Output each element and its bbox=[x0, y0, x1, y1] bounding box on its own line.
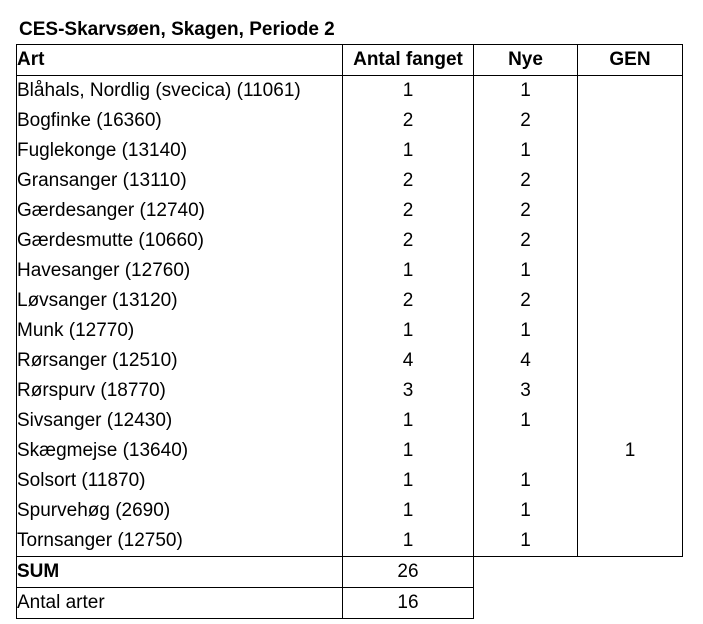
antal-fanget-cell: 1 bbox=[343, 406, 474, 436]
table-row bbox=[17, 286, 683, 316]
gen-cell bbox=[578, 316, 683, 346]
nye-cell bbox=[474, 436, 578, 466]
species-count-row bbox=[17, 588, 683, 619]
table-row bbox=[17, 466, 683, 496]
nye-cell: 2 bbox=[474, 196, 578, 226]
column-header-art: Art bbox=[17, 45, 343, 76]
table-row bbox=[17, 226, 683, 256]
species-cell: Blåhals, Nordlig (svecica) (11061) bbox=[17, 76, 343, 107]
gen-cell bbox=[578, 256, 683, 286]
gen-cell: 1 bbox=[578, 436, 683, 466]
table-row bbox=[17, 406, 683, 436]
table-row bbox=[17, 316, 683, 346]
antal-fanget-cell: 2 bbox=[343, 196, 474, 226]
column-header-gen: GEN bbox=[578, 45, 683, 76]
species-cell: Skægmejse (13640) bbox=[17, 436, 343, 466]
nye-cell: 1 bbox=[474, 256, 578, 286]
gen-cell bbox=[578, 196, 683, 226]
nye-cell: 2 bbox=[474, 286, 578, 316]
species-count-value: 16 bbox=[343, 588, 474, 619]
antal-fanget-cell: 4 bbox=[343, 346, 474, 376]
antal-fanget-cell: 2 bbox=[343, 166, 474, 196]
antal-fanget-cell: 1 bbox=[343, 466, 474, 496]
antal-fanget-cell: 1 bbox=[343, 316, 474, 346]
species-cell: Rørspurv (18770) bbox=[17, 376, 343, 406]
header-row bbox=[17, 45, 683, 76]
column-header-antal-fanget: Antal fanget bbox=[343, 45, 474, 76]
page-title: CES-Skarvsøen, Skagen, Periode 2 bbox=[19, 19, 335, 40]
table-row bbox=[17, 376, 683, 406]
species-cell: Rørsanger (12510) bbox=[17, 346, 343, 376]
antal-fanget-cell: 1 bbox=[343, 526, 474, 557]
gen-cell bbox=[578, 286, 683, 316]
species-cell: Gærdesmutte (10660) bbox=[17, 226, 343, 256]
column-header-nye: Nye bbox=[474, 45, 578, 76]
gen-cell bbox=[578, 466, 683, 496]
nye-cell: 1 bbox=[474, 466, 578, 496]
species-cell: Munk (12770) bbox=[17, 316, 343, 346]
sum-label: SUM bbox=[17, 557, 343, 588]
nye-cell: 2 bbox=[474, 106, 578, 136]
table-row bbox=[17, 436, 683, 466]
species-cell: Havesanger (12760) bbox=[17, 256, 343, 286]
antal-fanget-cell: 2 bbox=[343, 286, 474, 316]
species-cell: Gærdesanger (12740) bbox=[17, 196, 343, 226]
species-cell: Løvsanger (13120) bbox=[17, 286, 343, 316]
antal-fanget-cell: 3 bbox=[343, 376, 474, 406]
gen-cell bbox=[578, 346, 683, 376]
gen-cell bbox=[578, 406, 683, 436]
table-row bbox=[17, 136, 683, 166]
nye-cell: 4 bbox=[474, 346, 578, 376]
gen-cell bbox=[578, 376, 683, 406]
antal-fanget-cell: 1 bbox=[343, 496, 474, 526]
species-cell: Bogfinke (16360) bbox=[17, 106, 343, 136]
table-row bbox=[17, 496, 683, 526]
gen-cell bbox=[578, 136, 683, 166]
catch-table bbox=[16, 44, 683, 619]
nye-cell: 3 bbox=[474, 376, 578, 406]
table-row bbox=[17, 196, 683, 226]
nye-cell: 1 bbox=[474, 496, 578, 526]
table-row bbox=[17, 106, 683, 136]
species-cell: Solsort (11870) bbox=[17, 466, 343, 496]
table-row bbox=[17, 256, 683, 286]
gen-cell bbox=[578, 76, 683, 107]
table-row bbox=[17, 166, 683, 196]
table-row bbox=[17, 76, 683, 107]
antal-fanget-cell: 1 bbox=[343, 436, 474, 466]
species-cell: Fuglekonge (13140) bbox=[17, 136, 343, 166]
gen-cell bbox=[578, 166, 683, 196]
gen-cell bbox=[578, 226, 683, 256]
species-cell: Spurvehøg (2690) bbox=[17, 496, 343, 526]
antal-fanget-cell: 1 bbox=[343, 256, 474, 286]
nye-cell: 1 bbox=[474, 526, 578, 557]
nye-cell: 1 bbox=[474, 76, 578, 107]
gen-cell bbox=[578, 106, 683, 136]
table-row bbox=[17, 526, 683, 557]
nye-cell: 2 bbox=[474, 226, 578, 256]
nye-cell: 1 bbox=[474, 136, 578, 166]
nye-cell: 1 bbox=[474, 316, 578, 346]
antal-fanget-cell: 1 bbox=[343, 136, 474, 166]
species-cell: Gransanger (13110) bbox=[17, 166, 343, 196]
sum-row bbox=[17, 557, 683, 588]
antal-fanget-cell: 2 bbox=[343, 226, 474, 256]
antal-fanget-cell: 1 bbox=[343, 76, 474, 107]
species-count-label: Antal arter bbox=[17, 588, 343, 619]
sum-value: 26 bbox=[343, 557, 474, 588]
antal-fanget-cell: 2 bbox=[343, 106, 474, 136]
nye-cell: 1 bbox=[474, 406, 578, 436]
species-cell: Tornsanger (12750) bbox=[17, 526, 343, 557]
gen-cell bbox=[578, 496, 683, 526]
gen-cell bbox=[578, 526, 683, 557]
species-cell: Sivsanger (12430) bbox=[17, 406, 343, 436]
table-row bbox=[17, 346, 683, 376]
nye-cell: 2 bbox=[474, 166, 578, 196]
